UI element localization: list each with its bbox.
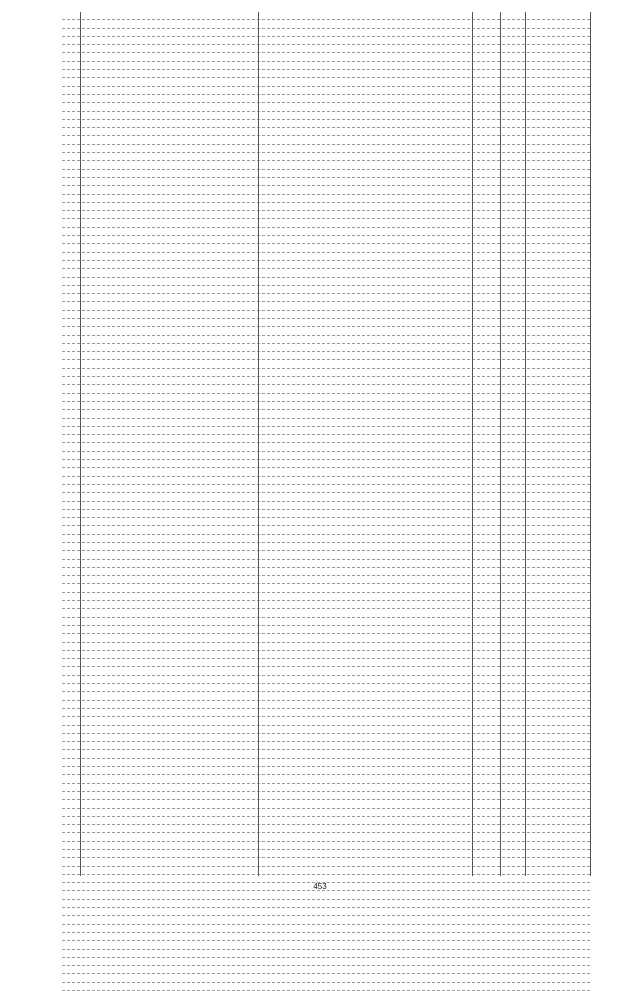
table-row <box>62 360 590 368</box>
table-row <box>62 609 590 617</box>
table-row <box>62 460 590 468</box>
column-separator <box>525 12 526 876</box>
table-row <box>62 759 590 767</box>
table-row <box>62 336 590 344</box>
table-row <box>62 551 590 559</box>
table-row <box>62 858 590 866</box>
table-row <box>62 825 590 833</box>
table-row <box>62 784 590 792</box>
table-row <box>62 659 590 667</box>
table-row <box>62 178 590 186</box>
column-separator <box>472 12 473 876</box>
table-row <box>62 228 590 236</box>
column-separator <box>258 12 259 876</box>
table-row <box>62 261 590 269</box>
table-row <box>62 584 590 592</box>
table-row <box>62 244 590 252</box>
table-row <box>62 203 590 211</box>
table-row <box>62 966 590 974</box>
table-row <box>62 311 590 319</box>
table-row <box>62 87 590 95</box>
table-row <box>62 526 590 534</box>
table-row <box>62 145 590 153</box>
table-row <box>62 792 590 800</box>
table-row <box>62 958 590 966</box>
table-row <box>62 941 590 949</box>
table-row <box>62 950 590 958</box>
table-row <box>62 29 590 37</box>
table-row <box>62 709 590 717</box>
page-number: 453 <box>313 882 327 891</box>
table-row <box>62 916 590 924</box>
table-row <box>62 568 590 576</box>
table-row <box>62 95 590 103</box>
table-row <box>62 742 590 750</box>
table-row <box>62 443 590 451</box>
table-row <box>62 211 590 219</box>
table-row <box>62 510 590 518</box>
table-row <box>62 800 590 808</box>
table-row <box>62 12 590 20</box>
table-row <box>62 112 590 120</box>
table-row <box>62 195 590 203</box>
table-row <box>62 78 590 86</box>
table-row <box>62 20 590 28</box>
table-row <box>62 867 590 875</box>
table-row <box>62 692 590 700</box>
table-row <box>62 37 590 45</box>
table-row <box>62 394 590 402</box>
table-row <box>62 850 590 858</box>
repair-schedule-table <box>62 12 590 876</box>
table-row <box>62 269 590 277</box>
table-row <box>62 352 590 360</box>
table-row <box>62 900 590 908</box>
table-row <box>62 70 590 78</box>
table-row <box>62 136 590 144</box>
table-row <box>62 410 590 418</box>
table-row <box>62 833 590 841</box>
table-row <box>62 294 590 302</box>
table-row <box>62 427 590 435</box>
table-row <box>62 170 590 178</box>
table-row <box>62 103 590 111</box>
table-row <box>62 726 590 734</box>
table-row <box>62 734 590 742</box>
table-row <box>62 219 590 227</box>
table-row <box>62 369 590 377</box>
table-row <box>62 518 590 526</box>
table-row <box>62 717 590 725</box>
table-row <box>62 601 590 609</box>
table-row <box>62 186 590 194</box>
table-row <box>62 983 590 991</box>
table-row <box>62 667 590 675</box>
column-separator <box>80 12 81 876</box>
table-row <box>62 53 590 61</box>
table-row <box>62 576 590 584</box>
table-row <box>62 643 590 651</box>
table-row <box>62 618 590 626</box>
table-row <box>62 468 590 476</box>
column-separator <box>500 12 501 876</box>
table-row <box>62 435 590 443</box>
table-row <box>62 842 590 850</box>
table-row <box>62 593 590 601</box>
column-separator <box>590 12 591 876</box>
table-row <box>62 120 590 128</box>
table-row <box>62 502 590 510</box>
table-row <box>62 128 590 136</box>
table-row <box>62 278 590 286</box>
table-row <box>62 684 590 692</box>
table-row <box>62 560 590 568</box>
table-row <box>62 543 590 551</box>
table-row <box>62 153 590 161</box>
table-row <box>62 385 590 393</box>
table-row <box>62 477 590 485</box>
table-row <box>62 253 590 261</box>
table-row <box>62 775 590 783</box>
table-row <box>62 535 590 543</box>
table-row <box>62 344 590 352</box>
table-row <box>62 974 590 982</box>
table-row <box>62 419 590 427</box>
table-row <box>62 161 590 169</box>
table-row <box>62 45 590 53</box>
table-row <box>62 62 590 70</box>
table-row <box>62 676 590 684</box>
table-row <box>62 327 590 335</box>
table-row <box>62 236 590 244</box>
table-row <box>62 933 590 941</box>
table-row <box>62 302 590 310</box>
table-row <box>62 925 590 933</box>
table-row <box>62 626 590 634</box>
table-row <box>62 485 590 493</box>
table-row <box>62 817 590 825</box>
table-row <box>62 452 590 460</box>
table-row <box>62 750 590 758</box>
table-row <box>62 651 590 659</box>
table-row <box>62 493 590 501</box>
table-row <box>62 701 590 709</box>
table-row <box>62 377 590 385</box>
table-row <box>62 908 590 916</box>
table-row <box>62 286 590 294</box>
table-row <box>62 891 590 899</box>
table-row <box>62 809 590 817</box>
table-row <box>62 402 590 410</box>
table-row <box>62 319 590 327</box>
table-row <box>62 767 590 775</box>
table-row <box>62 634 590 642</box>
